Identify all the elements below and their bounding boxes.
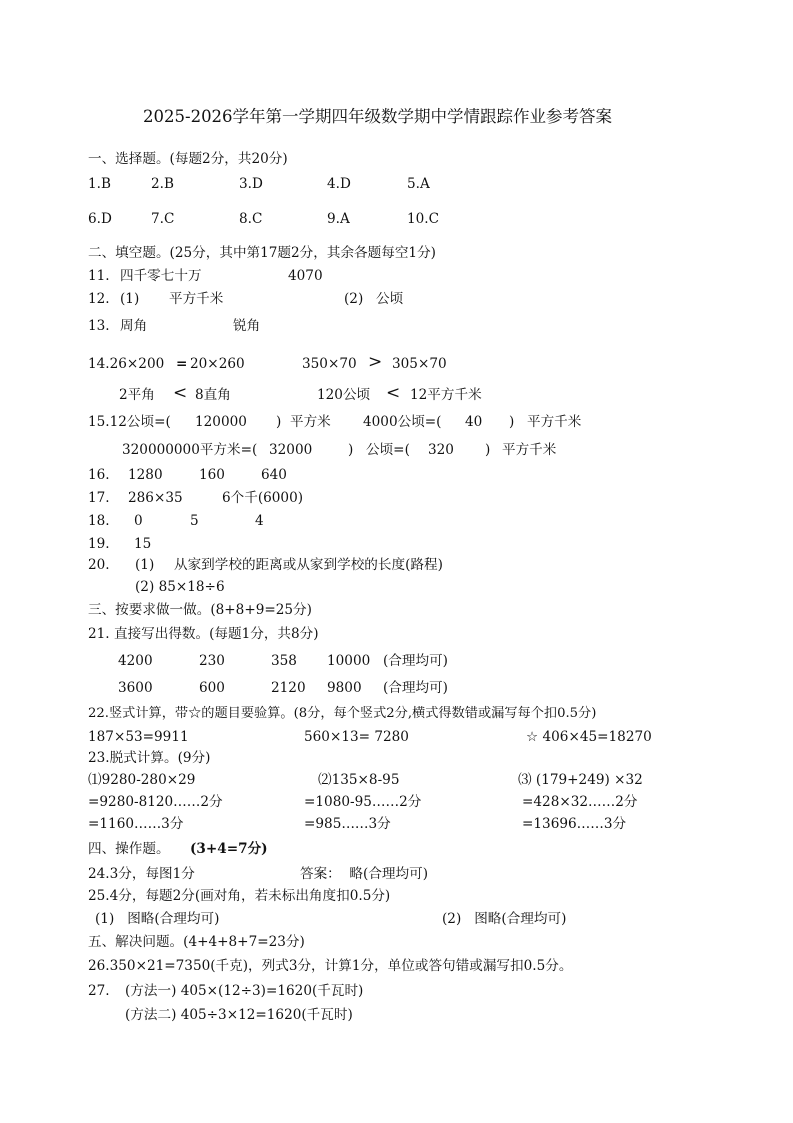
q23-step: =13696……3分 bbox=[522, 816, 627, 832]
q12-part-2-answer: 公顷 bbox=[376, 291, 404, 307]
q15-text: 公顷=( bbox=[366, 442, 410, 458]
q21-answer: 230 bbox=[199, 653, 225, 669]
q13-answer-1: 周角 bbox=[120, 318, 148, 334]
q14-comparison-sign: < bbox=[173, 383, 188, 403]
q17-answer: 286×35 bbox=[128, 490, 183, 506]
q27-number: 27. bbox=[88, 983, 110, 999]
q14-expression: 120公顷 bbox=[317, 387, 371, 403]
q15-text: ) bbox=[485, 442, 491, 458]
q18-answer: 4 bbox=[255, 513, 264, 529]
q12-part-1-answer: 平方千米 bbox=[169, 291, 224, 307]
q17-answer: 6个千(6000) bbox=[222, 490, 304, 506]
q23-heading: 23.脱式计算。(9分) bbox=[88, 750, 211, 766]
q21-answer: 2120 bbox=[271, 680, 306, 696]
q26-answer: 26.350×21=7350(千克)，列式3分，计算1分，单位或答句错或漏写扣0.5分。 bbox=[88, 958, 573, 974]
q25-answer: (1) 图略(合理均可) bbox=[95, 911, 220, 927]
q22-answer-checked: ☆ 406×45=18270 bbox=[526, 729, 652, 745]
q15-answer: 320 bbox=[428, 442, 454, 458]
q15-text: 4000公顷=( bbox=[363, 414, 442, 430]
q21-answer: 4200 bbox=[118, 653, 153, 669]
choice-answer: 9.A bbox=[327, 211, 350, 227]
q15-answer: 32000 bbox=[269, 442, 313, 458]
q23-step: =9280-8120……2分 bbox=[88, 794, 223, 810]
q21-heading: 21. 直接写出得数。(每题1分，共8分) bbox=[88, 626, 319, 642]
q14-expression: 14.26×200 bbox=[88, 356, 165, 372]
choice-answer: 10.C bbox=[407, 211, 440, 227]
q22-answer: 560×13= 7280 bbox=[304, 729, 409, 745]
choice-answer: 3.D bbox=[239, 176, 263, 192]
q24-text: 24.3分，每图1分 bbox=[88, 866, 195, 882]
q23-step: =985……3分 bbox=[304, 816, 391, 832]
choice-answer: 1.B bbox=[88, 176, 111, 192]
q14-expression: 12平方千米 bbox=[410, 387, 482, 403]
q17-number: 17. bbox=[88, 490, 110, 506]
choice-answer: 2.B bbox=[151, 176, 174, 192]
q23-step: ⑵135×8-95 bbox=[318, 772, 400, 788]
q14-expression: 20×260 bbox=[190, 356, 245, 372]
q11-number: 11. bbox=[88, 268, 110, 284]
q12-number: 12. bbox=[88, 291, 110, 307]
q14-expression: 8直角 bbox=[195, 387, 231, 403]
q14-expression: 350×70 bbox=[302, 356, 357, 372]
choice-answer: 5.A bbox=[407, 176, 430, 192]
q23-step: =1160……3分 bbox=[88, 816, 184, 832]
choice-answer: 4.D bbox=[327, 176, 351, 192]
q27-method-2: (方法二) 405÷3×12=1620(千瓦时) bbox=[125, 1007, 353, 1023]
q15-text: ) bbox=[348, 442, 354, 458]
q15-text: ) bbox=[509, 414, 515, 430]
q23-step: ⑴9280-280×29 bbox=[88, 772, 196, 788]
section-2-heading: 二、填空题。(25分，其中第17题2分，其余各题每空1分) bbox=[88, 245, 436, 261]
q22-answer: 187×53=9911 bbox=[88, 729, 189, 745]
q18-answer: 5 bbox=[190, 513, 199, 529]
q27-method-1: (方法一) 405×(12÷3)=1620(千瓦时) bbox=[125, 983, 364, 999]
choice-answer: 7.C bbox=[151, 211, 175, 227]
q21-answer: 9800 bbox=[327, 680, 362, 696]
q20-number: 20. bbox=[88, 557, 110, 573]
q24-answer: 答案： 略(合理均可) bbox=[300, 866, 428, 882]
q23-step: =1080-95……2分 bbox=[304, 794, 422, 810]
q21-answer: 10000 bbox=[327, 653, 371, 669]
section-4-heading: 四、操作题。 bbox=[88, 841, 170, 857]
q15-answer: 40 bbox=[465, 414, 483, 430]
section-1-heading: 一、选择题。(每题2分，共20分) bbox=[88, 151, 288, 167]
section-3-heading: 三、按要求做一做。(8+8+9=25分) bbox=[88, 602, 312, 618]
q21-answer: 3600 bbox=[118, 680, 153, 696]
q14-expression: 2平角 bbox=[119, 387, 155, 403]
section-5-heading: 五、解决问题。(4+4+8+7=23分) bbox=[88, 934, 305, 950]
q12-part-1-label: (1) bbox=[120, 291, 140, 307]
q21-note: (合理均可) bbox=[383, 680, 448, 696]
q14-comparison-sign: = bbox=[176, 356, 188, 372]
q13-answer-2: 锐角 bbox=[233, 318, 261, 334]
q11-answer-1: 四千零七十万 bbox=[120, 268, 202, 284]
q15-answer: 120000 bbox=[195, 414, 247, 430]
q22-heading: 22.竖式计算，带☆的题目要验算。(8分，每个竖式2分,横式得数错或漏写每个扣0.5分) bbox=[88, 706, 597, 721]
q15-text: 平方千米 bbox=[527, 414, 582, 430]
q19-answer: 15 bbox=[134, 536, 152, 552]
q23-step: ⑶ (179+249) ×32 bbox=[518, 772, 643, 788]
q14-comparison-sign: < bbox=[386, 383, 401, 403]
q16-answer: 1280 bbox=[128, 467, 163, 483]
choice-answer: 6.D bbox=[88, 211, 112, 227]
q20-part-1-label: (1) bbox=[135, 557, 155, 573]
q25-answer: (2) 图略(合理均可) bbox=[442, 911, 567, 927]
q12-part-2-label: (2) bbox=[344, 291, 364, 307]
q15-text: ) bbox=[276, 414, 282, 430]
document-title: 2025-2026学年第一学期四年级数学期中学情跟踪作业参考答案 bbox=[143, 107, 613, 126]
q15-text: 320000000平方米=( bbox=[122, 442, 258, 458]
q14-expression: 305×70 bbox=[392, 356, 447, 372]
q18-answer: 0 bbox=[134, 513, 143, 529]
q21-answer: 600 bbox=[199, 680, 225, 696]
q15-text: 平方千米 bbox=[502, 442, 557, 458]
q25-text: 25.4分，每题2分(画对角，若未标出角度扣0.5分) bbox=[88, 888, 391, 904]
q21-answer: 358 bbox=[271, 653, 297, 669]
choice-answer: 8.C bbox=[239, 211, 263, 227]
q20-part-2-answer: (2) 85×18÷6 bbox=[135, 579, 225, 595]
q16-answer: 160 bbox=[199, 467, 225, 483]
q18-number: 18. bbox=[88, 513, 110, 529]
q11-answer-2: 4070 bbox=[288, 268, 323, 284]
q23-step: =428×32……2分 bbox=[522, 794, 638, 810]
q16-answer: 640 bbox=[261, 467, 287, 483]
q16-number: 16. bbox=[88, 467, 110, 483]
q19-number: 19. bbox=[88, 536, 110, 552]
q15-text: 15.12公顷=( bbox=[88, 414, 171, 430]
q21-note: (合理均可) bbox=[383, 653, 448, 669]
section-4-points: (3+4=7分) bbox=[190, 841, 268, 857]
q13-number: 13. bbox=[88, 318, 110, 334]
q15-text: 平方米 bbox=[290, 414, 331, 430]
q20-part-1-answer: 从家到学校的距离或从家到学校的长度(路程) bbox=[174, 557, 443, 573]
q14-comparison-sign: > bbox=[368, 352, 383, 372]
